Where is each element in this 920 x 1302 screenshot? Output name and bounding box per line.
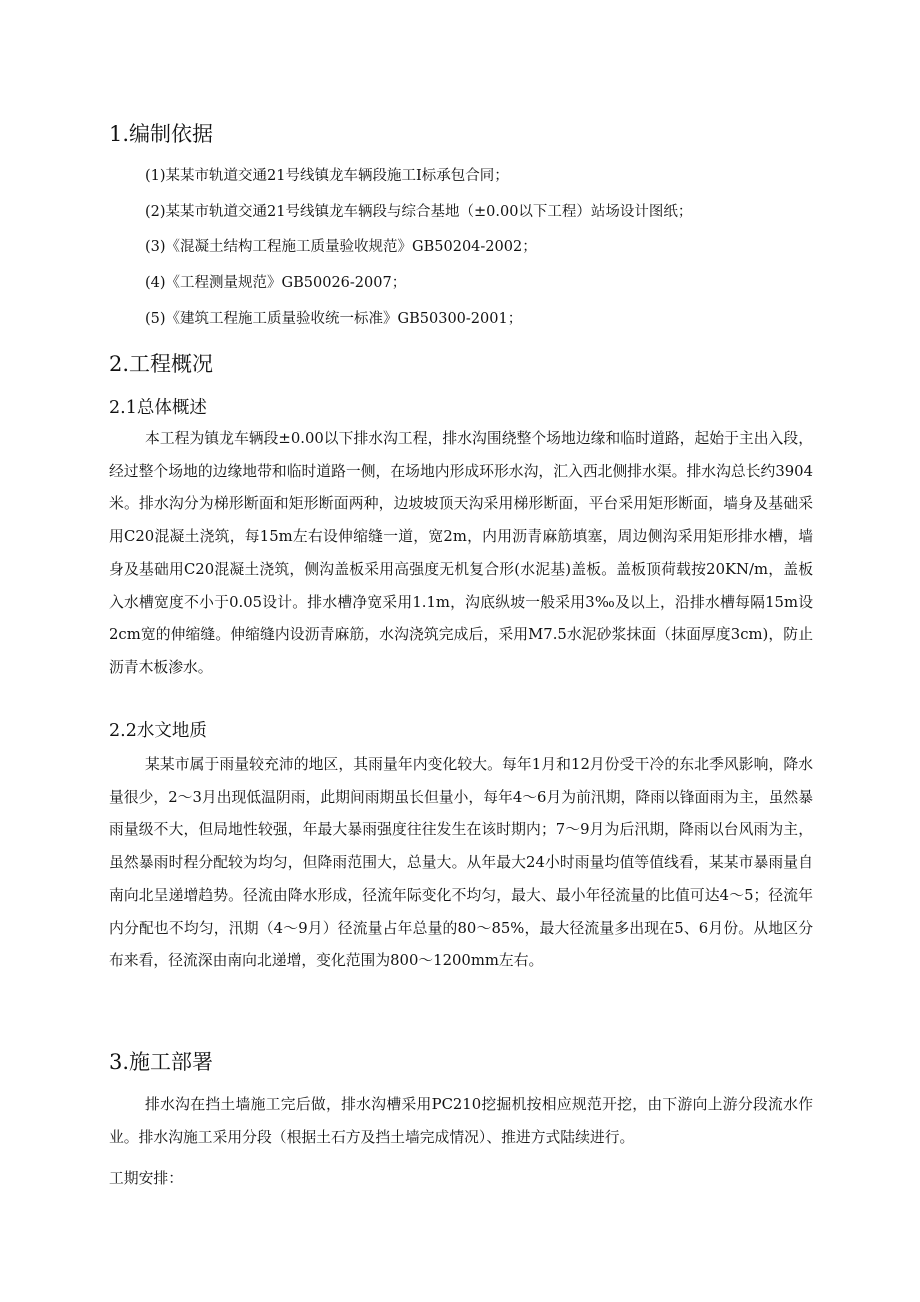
section2-heading: 2.工程概况	[109, 352, 214, 376]
reference-item-5: (5)《建筑工程施工质量验收统一标准》GB50300-2001；	[145, 311, 523, 327]
section2-1-heading: 2.1总体概述	[109, 398, 207, 418]
reference-item-2: (2)某某市轨道交通21号线镇龙车辆段与综合基地（±0.00以下工程）站场设计图纸；	[145, 204, 693, 220]
reference-item-4: (4)《工程测量规范》GB50026-2007；	[145, 275, 407, 291]
deployment-paragraph: 排水沟在挡土墙施工完后做，排水沟槽采用PC210挖掘机按相应规范开挖，由下游向上游分段流水作业。排水沟施工采用分段（根据土石方及挡土墙完成情况）、推进方式陆续进行。	[109, 1096, 813, 1146]
section2-2-heading: 2.2水文地质	[109, 721, 207, 741]
section1-heading: 1.编制依据	[109, 122, 214, 146]
section3-heading: 3.施工部署	[109, 1050, 214, 1074]
overview-paragraph: 本工程为镇龙车辆段±0.00以下排水沟工程，排水沟围绕整个场地边缘和临时道路，起始于主出入段，经过整个场地的边缘地带和临时道路一侧，在场地内形成环形水沟，汇入西北侧排水渠。排水沟总长约3904米。排水沟分为梯形断面和矩形断面两种，边坡坡顶天沟采用梯形断面，平台采用矩形断面，墙身及基础采用C20混凝土浇筑，每15m左右设伸缩缝一道，宽2m，内用沥青麻筋填塞，周边侧沟采用矩形排水槽，墙身及基础用C20混凝土浇筑，侧沟盖板采用高强度无机复合形(水泥基)盖板。盖板顶荷载按20KN/m，盖板入水槽宽度不小于0.05设计。排水槽净宽采用1.1m，沟底纵坡一般采用3‰及以上，沿排水槽每隔15m设2cm宽的伸缩缝。伸缩缝内设沥青麻筋，水沟浇筑完成后，采用M7.5水泥砂浆抹面（抹面厚度3cm)，防止沥青木板渗水。	[109, 430, 813, 676]
schedule-label: 工期安排：	[109, 1170, 183, 1187]
reference-item-3: (3)《混凝土结构工程施工质量验收规范》GB50204-2002；	[145, 239, 537, 255]
hydrology-paragraph: 某某市属于雨量较充沛的地区，其雨量年内变化较大。每年1月和12月份受干冷的东北季风影响，降水量很少，2～3月出现低温阴雨，此期间雨期虽长但量小，每年4～6月为前汛期，降雨以锋面雨为主，虽然暴雨量级不大，但局地性较强，年最大暴雨强度往往发生在该时期内；7～9月为后汛期，降雨以台风雨为主，虽然暴雨时程分配较为均匀，但降雨范围大，总量大。从年最大24小时雨量均值等值线看，某某市暴雨量自南向北呈递增趋势。径流由降水形成，径流年际变化不均匀，最大、最小年径流量的比值可达4～5；径流年内分配也不均匀，汛期（4～9月）径流量占年总量的80～85%，最大径流量多出现在5、6月份。从地区分布来看，径流深由南向北递增，变化范围为800～1200mm左右。	[109, 756, 813, 970]
reference-item-1: (1)某某市轨道交通21号线镇龙车辆段施工Ⅰ标承包合同；	[145, 168, 509, 184]
